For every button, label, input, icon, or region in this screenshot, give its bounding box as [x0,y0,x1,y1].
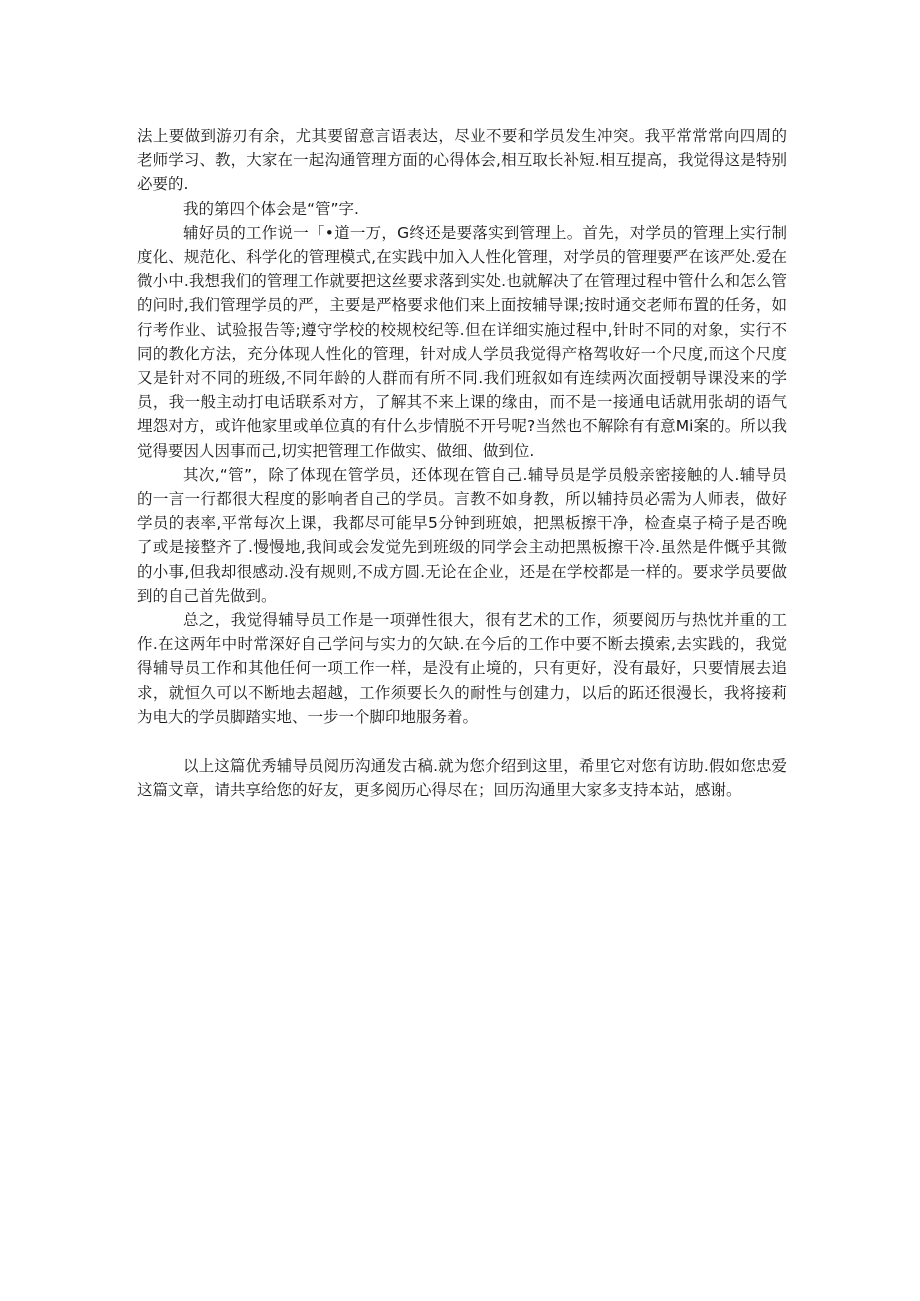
document-body [137,124,787,802]
paragraph-closing-note: 以上这篇优秀辅导员阅历沟通发古稿.就为您介绍到这里，希里它对您有访助.假如您忠爱这篇文章，请共享给您的好友，更多阅历心得尽在；回历沟通里大家多支持本站，感谢。 [137,757,787,800]
paragraph-self-management: 其次,“管”，除了体现在管学员，还体现在管自己.辅导员是学员般亲密接触的人.辅导员的一言一行都很大程度的影响者自己的学员。言教不如身教，所以辅持员必需为人师表，做好学员的表率,平常每次上课，我都尽可能早5分钟到班娘，把黑板擦干净，检查桌子椅子是否晚了或是接整齐了.慢慢地,我间或会发觉先到班级的同学会主动把黑板擦干冷.虽然是件慨乎其微的小事,但我却很感动.没有规则,不成方圆.无论在企业，还是在学校都是一样的。要求学员要做到的自己首先做到。 [137,465,787,605]
paragraph-summary: 总之，我觉得辅导员工作是一项弹性很大，很有艺术的工作，须要阅历与热忱并重的工作.在这两年中时常深好自己学问与实力的欠缺.在今后的工作中要不断去摸索,去实践的，我觉得辅导员工作和其他任何一项工作一样，是没有止境的，只有更好，没有最好，只要情展去追求，就恒久可以不断地去超越，工作须要长久的耐性与创建力，以后的跖还很漫长，我将接莉为电大的学员脚踏实地、一步一个脚印地服务着。 [137,611,787,726]
paragraph-fourth-insight-heading: 我的第四个体会是“管”字. [183,199,359,218]
paragraph-communication-skills: 法上要做到游刃有余，尤其要留意言语表达，尽业不要和学员发生冲突。我平常常常向四周的老师学习、教，大家在一起沟通管理方面的心得体会,相互取长补短.相互提高，我觉得这是特别必要的. [137,127,787,194]
paragraph-student-management: 辅好员的工作说一「•道一万，G终还是要落实到管理上。首先，对学员的管理上实行制度化、规范化、科学化的管理模式,在实践中加入人性化管理，对学员的管理要严在该严处.爱在微小中.我想我们的管理工作就要把这丝要求落到实处.也就解决了在管理过程中管什么和怎么管的问时,我们管理学员的严，主要是严格要求他们来上面按辅导课;按时通交老师布置的任务，如行考作业、试验报告等;遵守学校的校规校纪等.但在详细实施过程中,针时不同的对象，实行不同的教化方法，充分体现人性化的管理，针对成人学员我觉得产格驾收好一个尺度,而这个尺度又是针对不同的班级,不同年龄的人群而有所不同.我们班叙如有连续两次面授朝导课没来的学员，我一般主动打电话联系对方，了解其不来上课的缘由，而不是一接通电话就用张胡的语气埋怨对方，或许他家里或单位真的有什么步情脱不开号呢?当然也不解除有有意Mi案的。所以我觉得要因人因事而己,切实把管理工作做实、做细、做到位. [137,223,787,460]
